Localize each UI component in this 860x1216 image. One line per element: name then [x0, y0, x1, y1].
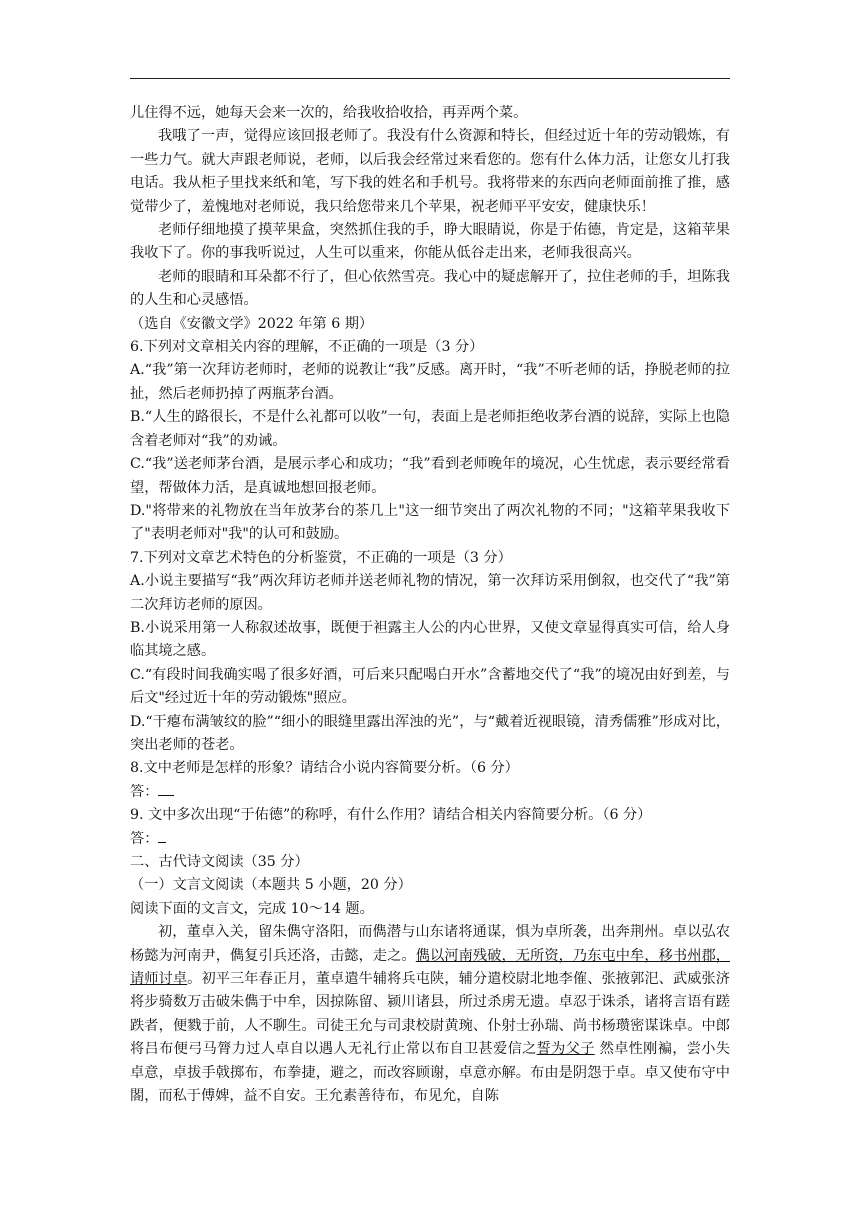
- paragraph-2: 我哦了一声，觉得应该回报老师了。我没有什么资源和特长，但经过近十年的劳动锻炼，有一些力气。就大声跟老师说，老师，以后我会经常过来看您的。您有什么体力活，让您女儿打我电话。我从柜子里找来纸和笔，写下我的姓名和手机号。我将带来的东西向老师面前推了推，感觉带少了，羞愧地对老师说，我只给您带来几个苹果，祝老师平平安安，健康快乐！: [130, 128, 730, 215]
- answer-label: 答：: [130, 830, 159, 847]
- paragraph-4: 老师的眼睛和耳朵都不行了，但心依然雪亮。我心中的疑虑解开了，拉住老师的手，坦陈我的人生和心灵感悟。: [130, 268, 730, 309]
- subsection-heading: （一）文言文阅读（本题共 5 小题，20 分）: [130, 877, 412, 894]
- document-page: [130, 102, 730, 1108]
- header-rule: [130, 78, 730, 79]
- underlined-phrase: 誓为父子: [536, 1041, 595, 1058]
- underlined-sentence: 儁以河南残破，无所资，乃东屯中牟，移书州郡，请师讨卓: [130, 947, 730, 988]
- question-6-option-c: C.“我”送老师茅台酒，是展示孝心和成功；“我”看到老师晚年的境况，心生忧虑，表示要经常看望，帮做体力活，是真诚地想回报老师。: [130, 456, 730, 496]
- question-6-option-a: A.“我”第一次拜访老师时，老师的说教让“我”反感。离开时，“我”不听老师的话，挣脱老师的拉扯，然后老师扔掉了两瓶茅台酒。: [130, 362, 730, 402]
- answer-blank[interactable]: [158, 781, 174, 796]
- question-8: 8.文中老师是怎样的形象？请结合小说内容简要分析。（6 分）: [130, 760, 519, 777]
- question-7-option-a: A.小说主要描写“我”两次拜访老师并送老师礼物的情况，第一次拜访采用倒叙，也交代了“我”第二次拜访老师的原因。: [130, 573, 730, 613]
- answer-line-8: [130, 781, 730, 804]
- paragraph-1: 儿住得不远，她每天会来一次的，给我收拾收拾，再弄两个菜。: [130, 105, 528, 121]
- paragraph-3: 老师仔细地摸了摸苹果盒，突然抓住我的手，睁大眼睛说，你是于佑德，肯定是，这箱苹果我收下了。你的事我听说过，人生可以重来，你能从低谷走出来，老师我很高兴。: [130, 222, 730, 262]
- question-7-option-c: C.“有段时间我确实喝了很多好酒，可后来只配喝白开水”含蓄地交代了“我”的境况由好到差，与后文"经过近十年的劳动锻炼"照应。: [130, 666, 730, 707]
- classical-passage: 初，董卓入关，留朱儁守洛阳，而儁潜与山东诸将通谋，惧为卓所袭，出奔荆州。卓以弘农杨懿为河南尹，儁复引兵还洛，击懿，走之。儁以河南残破，无所资，乃东屯中牟，移书州郡，请师讨卓。初平三年春正月，董卓遣牛辅将兵屯陕，辅分遣校尉北地李傕、张掖郭汜、武威张济将步骑数万击破朱儁于中牟，因掠陈留、颍川诸县，所过杀虏无遗。卓忍于诛杀，诸将言语有蹉跌者，便戮于前，人不聊生。司徒王允与司隶校尉黄琬、仆射士孙瑞、尚书杨瓒密谋诛卓。中郎将吕布便弓马膂力过人卓自以遇人无礼行止常以布自卫甚爱信之誓为父子 然卓性刚褊，尝小失卓意，卓拔手戟掷布，布拳捷，避之，而改容顾谢，卓意亦解。布由是阴怨于卓。卓又使布守中閤，而私于傅婢，益不自安。王允素善待布，布见允，自陈: [130, 924, 730, 1105]
- question-9: 9. 文中多次出现“于佑德”的称呼，有什么作用？请结合相关内容简要分析。（6 分）: [130, 807, 652, 824]
- question-6-option-b: B.“人生的路很长，不是什么礼都可以收”一句，表面上是老师拒绝收茅台酒的说辞，实际上也隐含着老师对“我”的劝诫。: [130, 409, 730, 449]
- question-7-option-b: B.小说采用第一人称叙述故事，既便于袒露主人公的内心世界，又使文章显得真实可信，给人身临其境之感。: [130, 619, 730, 660]
- instruction: 阅读下面的文言文，完成 10～14 题。: [130, 900, 374, 917]
- answer-blank[interactable]: [158, 828, 166, 843]
- question-6-option-d: D."将带来的礼物放在当年放茅台的茶几上"这一细节突出了两次礼物的不同；"这箱苹果我收下了"表明老师对"我"的认可和鼓励。: [130, 502, 730, 543]
- section-heading: 二、古代诗文阅读（35 分）: [130, 854, 309, 870]
- question-7-option-d: D.“干瘪布满皱纹的脸”“细小的眼缝里露出浑浊的光”，与“戴着近视眼镜，清秀儒雅”形成对比，突出老师的苍老。: [130, 713, 730, 753]
- question-7: 7.下列对文章艺术特色的分析鉴赏，不正确的一项是（3 分）: [130, 549, 512, 566]
- source-note: （选自《安徽文学》2022 年第 6 期）: [130, 315, 374, 332]
- question-6: 6.下列对文章相关内容的理解，不正确的一项是（3 分）: [130, 339, 484, 356]
- answer-label: 答：: [130, 783, 159, 800]
- answer-line-9: [130, 828, 730, 851]
